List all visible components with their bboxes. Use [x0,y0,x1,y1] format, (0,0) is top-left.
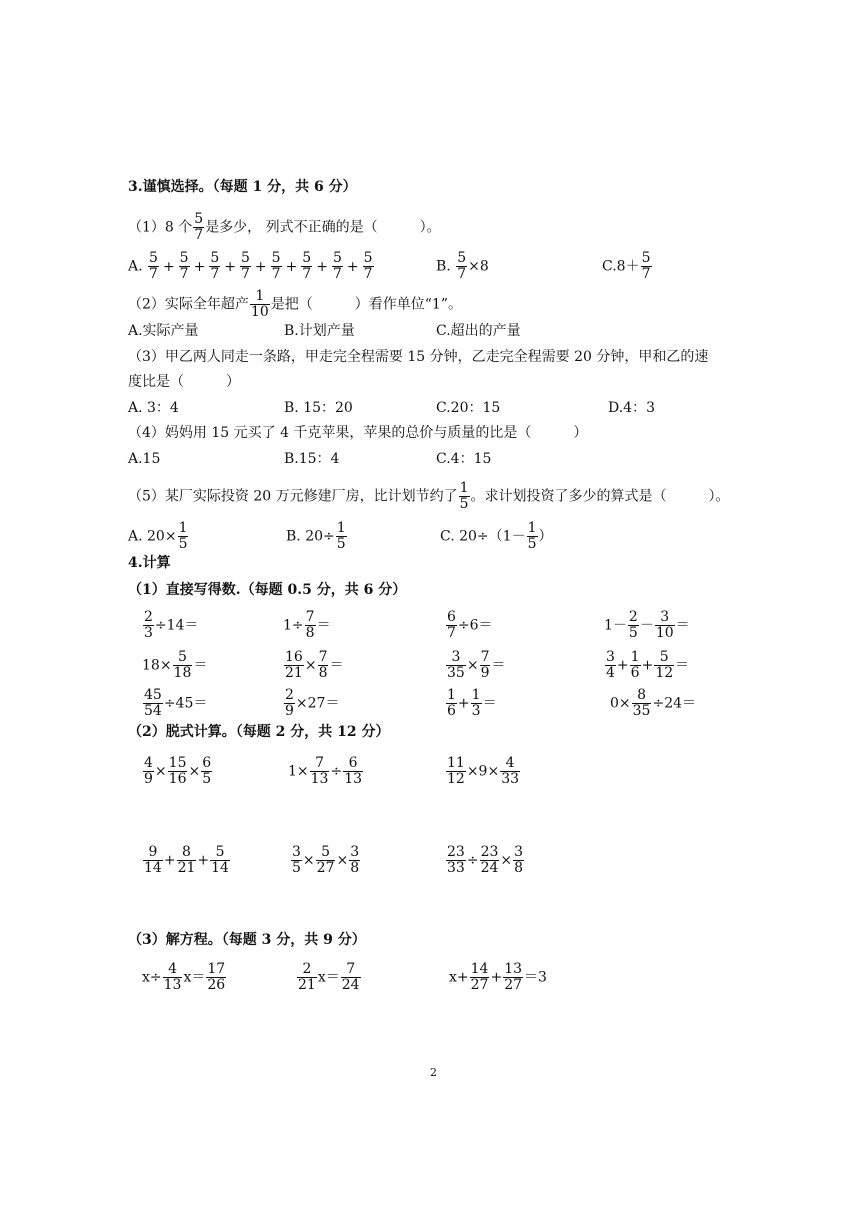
direct-calc-item [283,688,339,719]
math-text: + [641,657,654,674]
stepwise-calc-item [445,756,521,787]
direct-calc-item [142,610,198,641]
section-4-title: 4.计算 [128,555,171,571]
part-3-title: （3）解方程。（每题 3 分，共 9 分） [128,932,366,948]
fraction: $\frac{5}{7}$ [179,250,189,282]
equation-item [296,962,362,993]
fraction: $\frac{5}{7}$ [271,250,281,282]
math-text: × [154,763,167,780]
math-text: x÷ [142,969,162,986]
question-1-option-a [128,251,375,282]
question-5-text-post: 。求计划投资了多少的算式是（ ）。 [470,488,730,505]
fraction: $\frac{5}{14}$ [211,844,229,876]
question-1-option-b [436,251,489,282]
math-text: ＝ [675,617,690,634]
question-3-option-d: D.4：3 [608,400,655,416]
fraction: $\frac{1}{6}$ [630,649,640,681]
fraction: $\frac{8}{35}$ [632,687,651,719]
fraction: $\frac{45}{54}$ [144,687,162,719]
math-text: × [188,763,201,780]
math-text: + [254,258,267,275]
fraction-sum [147,250,375,282]
fraction: $\frac{5}{7}$ [194,211,204,243]
math-text: + [316,258,328,275]
fraction: $\frac{5}{7}$ [457,250,467,282]
equation-item [142,962,227,993]
fraction: $\frac{3}{5}$ [292,844,301,876]
math-text: × [336,852,349,869]
math-text: － [639,617,654,634]
fraction: $\frac{7}{24}$ [341,961,360,993]
math-text: ＝ [329,657,344,674]
part-2-title: （2）脱式计算。（每题 2 分，共 12 分） [128,724,390,740]
question-4-option-a: A.15 [128,451,161,467]
fraction: $\frac{2}{5}$ [628,609,638,641]
fraction: $\frac{1}{6}$ [447,687,456,719]
math-text: ＝3 [524,969,547,986]
stepwise-calc-item [288,756,364,787]
question-2 [128,289,462,320]
math-text: × [500,852,513,869]
fraction: $\frac{7}{13}$ [310,755,329,787]
question-5-option-a [128,521,189,552]
fraction: $\frac{1}{10}$ [250,288,269,320]
fraction: $\frac{5}{7}$ [149,250,158,282]
option-label: A. [128,258,143,275]
math-text: × [304,657,317,674]
question-2-option-a: A.实际产量 [128,323,199,339]
option-text: B. 20÷ [286,528,335,545]
equation-item [449,962,547,993]
fraction: $\frac{5}{7}$ [240,250,250,282]
direct-calc-item [610,688,696,719]
question-5-option-c [440,521,553,552]
math-text: 1－ [604,617,627,634]
direct-calc-item [283,610,331,641]
fraction: $\frac{2}{21}$ [298,961,316,993]
math-text: + [193,258,206,275]
fraction: $\frac{5}{7}$ [363,250,373,282]
fraction: $\frac{3}{4}$ [606,649,615,681]
fraction: $\frac{23}{33}$ [447,844,465,876]
math-text: + [197,852,210,869]
direct-calc-item [142,688,207,719]
stepwise-calc-item [290,845,361,876]
fraction: $\frac{1}{5}$ [336,520,346,552]
math-text: + [224,258,236,275]
fraction: $\frac{3}{35}$ [447,649,465,681]
fraction: $\frac{7}{8}$ [318,649,328,681]
math-text: + [457,695,470,712]
math-text: + [490,969,503,986]
math-text: ÷6＝ [457,617,493,634]
option-text: ×8 [468,258,489,275]
fraction: $\frac{8}{21}$ [177,844,196,876]
fraction: $\frac{16}{21}$ [285,649,303,681]
math-text: ÷45＝ [163,695,208,712]
fraction: $\frac{9}{14}$ [144,844,162,876]
question-2-option-b: B.计划产量 [284,323,355,339]
stepwise-calc-item [142,756,213,787]
question-4-option-c: C.4：15 [436,451,492,467]
math-text: ÷14＝ [154,617,199,634]
fraction: $\frac{11}{12}$ [447,755,465,787]
fraction: $\frac{13}{27}$ [504,961,523,993]
question-3-option-b: B. 15：20 [284,400,353,416]
math-text: + [163,852,176,869]
math-text: 1× [288,763,309,780]
question-1-option-c [602,251,653,282]
fraction: $\frac{7}{9}$ [480,649,490,681]
math-text: x＝ [317,969,340,986]
fraction: $\frac{3}{8}$ [350,844,360,876]
math-text: + [285,258,298,275]
fraction: $\frac{6}{7}$ [447,609,456,641]
fraction: $\frac{1}{5}$ [178,520,188,552]
fraction: $\frac{5}{27}$ [316,844,335,876]
math-text: 18× [142,657,172,674]
stepwise-calc-item [445,845,525,876]
direct-calc-item [445,650,505,681]
fraction: $\frac{1}{5}$ [527,520,537,552]
math-text: × [302,852,315,869]
question-4-option-b: B.15：4 [284,451,340,467]
fraction: $\frac{17}{26}$ [207,961,226,993]
math-text: × [466,657,479,674]
page-number: 2 [430,1066,437,1079]
fraction: $\frac{5}{7}$ [210,250,220,282]
fraction: $\frac{5}{12}$ [655,649,674,681]
fraction: $\frac{4}{13}$ [163,961,182,993]
fraction: $\frac{2}{9}$ [285,687,294,719]
direct-calc-item [283,650,343,681]
fraction: $\frac{15}{16}$ [168,755,187,787]
fraction: $\frac{23}{24}$ [480,844,499,876]
question-3-line-1: （3）甲乙两人同走一条路，甲走完全程需要 15 分钟，乙走完全程需要 20 分钟，甲和乙的速 [128,349,709,365]
question-2-text-post: 是把（ ）看作单位“1”。 [270,296,462,313]
math-text: ×9× [466,763,500,780]
math-text: ÷24＝ [652,695,697,712]
fraction: $\frac{7}{8}$ [305,609,315,641]
math-text: + [162,258,175,275]
math-text: 0× [610,695,631,712]
direct-calc-item [445,688,497,719]
fraction: $\frac{5}{7}$ [641,250,651,282]
question-5-option-b [286,521,348,552]
option-label: C.8＋ [602,258,640,275]
math-text: + [616,657,629,674]
math-text: ＝ [482,695,497,712]
direct-calc-item [142,650,207,681]
question-3-option-c: C.20：15 [436,400,501,416]
fraction: $\frac{4}{9}$ [144,755,153,787]
question-1-text-pre: （1）8 个 [128,219,193,236]
question-5 [128,481,730,512]
direct-calc-item [445,610,493,641]
fraction: $\frac{3}{10}$ [655,609,674,641]
question-1 [128,212,441,243]
fraction: $\frac{1}{5}$ [459,480,469,512]
math-text: x＝ [183,969,206,986]
question-3-line-2: 度比是（ ） [128,374,240,390]
fraction: $\frac{4}{33}$ [501,755,520,787]
math-text: ＝ [193,657,208,674]
math-text: ÷ [466,852,479,869]
fraction: $\frac{5}{18}$ [173,649,192,681]
question-2-option-c: C.超出的产量 [436,323,521,339]
question-4: （4）妈妈用 15 元买了 4 千克苹果，苹果的总价与质量的比是（ ） [128,425,588,441]
fraction: $\frac{5}{7}$ [332,250,342,282]
math-text: ＝ [316,617,331,634]
option-text: A. 20× [128,528,177,545]
question-5-text-pre: （5）某厂实际投资 20 万元修建厂房，比计划节约了 [128,488,458,505]
fraction: $\frac{5}{7}$ [302,250,312,282]
question-1-text-post: 是多少， 列式不正确的是（ ）。 [205,219,441,236]
math-text: ＝ [675,657,690,674]
direct-calc-item [604,610,690,641]
part-1-title: （1）直接写得数.（每题 0.5 分，共 6 分） [128,582,407,598]
math-text: 1÷ [283,617,304,634]
question-2-text-pre: （2）实际全年超产 [128,296,249,313]
stepwise-calc-item [142,845,231,876]
fraction: $\frac{1}{3}$ [471,687,481,719]
math-text: ＝ [491,657,506,674]
direct-calc-item [604,650,689,681]
math-text: + [346,258,359,275]
section-3-title: 3.谨慎选择。（每题 1 分，共 6 分） [128,179,357,195]
fraction: $\frac{3}{8}$ [514,844,524,876]
fraction: $\frac{6}{13}$ [344,755,363,787]
fraction: $\frac{6}{5}$ [202,755,212,787]
option-text: C. 20÷（1－ [440,528,526,545]
math-text: x+ [449,969,469,986]
fraction: $\frac{2}{3}$ [144,609,153,641]
question-3-option-a: A. 3：4 [128,400,179,416]
option-label: B. [436,258,451,275]
option-text: ） [538,528,553,545]
fraction: $\frac{14}{27}$ [470,961,489,993]
math-text: ×27＝ [295,695,340,712]
math-text: ÷ [330,763,343,780]
